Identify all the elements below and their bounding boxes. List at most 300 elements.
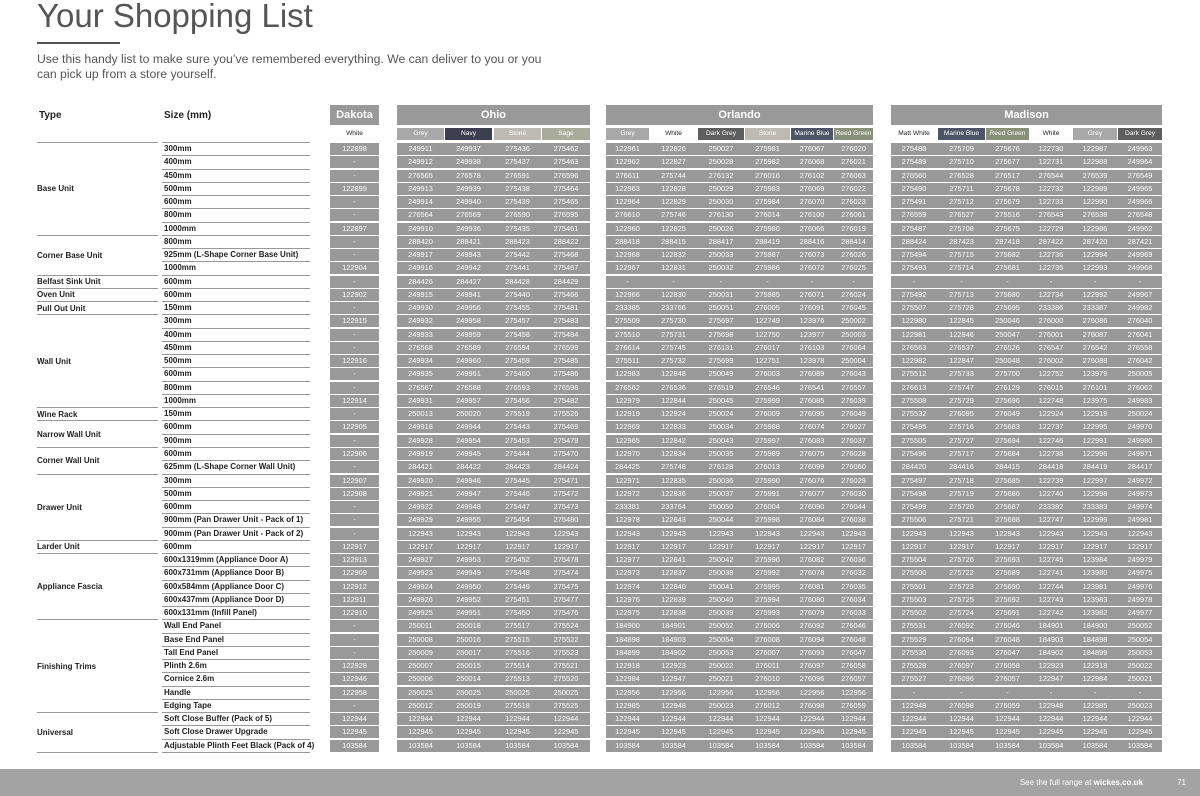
product-code: 249915 — [408, 289, 433, 299]
product-code: 184903 — [1038, 634, 1064, 644]
product-code: 122945 — [949, 727, 974, 737]
product-code: 276011 — [755, 661, 780, 671]
product-code: 275513 — [505, 674, 530, 684]
product-code: - — [1138, 276, 1142, 286]
size-label: 300mm — [164, 475, 192, 485]
product-code: 233382 — [1038, 502, 1064, 512]
size-divider — [162, 195, 310, 196]
product-code: 275728 — [949, 303, 974, 313]
size-label: Base End Panel — [164, 634, 225, 644]
product-code: - — [1049, 276, 1053, 286]
product-code: 276092 — [799, 621, 825, 631]
product-code: 122846 — [949, 329, 974, 339]
size-label: 900mm (Pan Drawer Unit - Pack of 1) — [164, 515, 304, 525]
product-code: 275748 — [661, 462, 686, 472]
product-code: 233381 — [615, 502, 640, 512]
product-code: 122841 — [661, 555, 686, 565]
product-code: 249936 — [456, 223, 481, 233]
product-code: 275489 — [901, 157, 927, 167]
product-code: 122980 — [901, 316, 927, 326]
product-code: 276092 — [949, 621, 974, 631]
product-code: 275474 — [553, 568, 579, 578]
product-code: 249932 — [408, 316, 433, 326]
product-code: 288414 — [841, 236, 866, 246]
product-code: 122984 — [1082, 674, 1108, 684]
product-code: 276062 — [1127, 382, 1153, 392]
product-code: - — [353, 157, 356, 167]
product-code: 275525 — [553, 700, 579, 710]
product-code: 184902 — [1038, 647, 1064, 657]
product-code: 249927 — [408, 555, 433, 565]
product-code: 122832 — [661, 250, 686, 260]
product-code: 276013 — [755, 462, 780, 472]
size-divider — [162, 288, 310, 289]
product-code: 288418 — [615, 236, 640, 246]
product-code: 122744 — [1038, 581, 1064, 591]
product-code: 249965 — [1127, 183, 1153, 193]
product-code: 275986 — [755, 263, 780, 273]
product-code: - — [810, 276, 814, 286]
size-label: 1000mm — [164, 223, 197, 233]
product-code: 276017 — [755, 342, 780, 352]
size-label: Tall End Panel — [164, 647, 219, 657]
footer-link[interactable]: wickes.co.uk — [1093, 778, 1143, 787]
product-code: 122945 — [841, 727, 866, 737]
product-code: 122948 — [901, 700, 927, 710]
product-code: 122994 — [1082, 250, 1108, 260]
product-code: 122945 — [901, 727, 927, 737]
size-divider — [162, 580, 310, 581]
product-code: 122969 — [615, 422, 640, 432]
product-code: - — [1093, 276, 1097, 286]
product-code: 276090 — [799, 502, 825, 512]
product-code: 275439 — [505, 197, 530, 207]
product-code: 250009 — [408, 647, 433, 657]
product-code: 122742 — [1038, 608, 1064, 618]
product-code: 122944 — [1127, 714, 1153, 724]
size-divider — [162, 182, 310, 183]
product-code: 276049 — [841, 409, 866, 419]
product-code: 249928 — [408, 435, 433, 445]
product-code: 275490 — [901, 183, 927, 193]
product-code: 276048 — [995, 634, 1020, 644]
product-code: 275499 — [901, 502, 927, 512]
product-code: 250007 — [408, 661, 433, 671]
product-code: 275685 — [995, 475, 1020, 485]
product-code: 249934 — [408, 356, 433, 366]
product-code: 122729 — [1038, 223, 1064, 233]
type-header: Type — [39, 110, 62, 121]
product-code: 122963 — [615, 183, 640, 193]
size-divider — [162, 169, 310, 170]
size-label: 600x131mm (Infill Panel) — [164, 608, 257, 618]
product-code: 122730 — [1038, 144, 1064, 153]
product-code: 249924 — [408, 581, 433, 591]
product-code: 122917 — [553, 541, 579, 551]
product-code: 275712 — [949, 197, 974, 207]
size-divider — [162, 699, 310, 700]
product-code: 249949 — [456, 568, 481, 578]
product-code: 184903 — [661, 634, 686, 644]
product-code: 275683 — [995, 422, 1020, 432]
product-code: 287423 — [949, 236, 974, 246]
product-code: 184899 — [615, 647, 640, 657]
product-code: 276008 — [755, 634, 780, 644]
product-code: 122916 — [342, 356, 367, 366]
product-code: 250033 — [708, 250, 734, 260]
product-code: 284415 — [995, 462, 1020, 472]
product-code: 122917 — [342, 541, 367, 551]
product-code: 284420 — [901, 462, 927, 472]
product-code: 276016 — [755, 170, 780, 180]
product-code: 249930 — [408, 303, 433, 313]
product-code: 276562 — [615, 382, 640, 392]
product-code: 275984 — [755, 197, 780, 207]
product-code: 122991 — [1082, 435, 1108, 445]
product-code: 123984 — [1082, 555, 1108, 565]
type-divider — [37, 314, 158, 315]
product-code: 275720 — [949, 502, 974, 512]
product-code: 275460 — [505, 369, 530, 379]
product-code: 250027 — [708, 144, 734, 153]
product-code: - — [1006, 687, 1009, 697]
product-code: - — [353, 303, 356, 313]
product-code: 275676 — [995, 144, 1020, 153]
product-code: 275477 — [553, 594, 579, 604]
product-code: 276060 — [841, 462, 866, 472]
product-code: 249969 — [1127, 250, 1153, 260]
product-code: 275494 — [901, 250, 927, 260]
size-label: 500mm — [164, 488, 192, 498]
product-code: 275691 — [995, 608, 1020, 618]
product-code: 122833 — [661, 422, 686, 432]
product-code: 276057 — [841, 674, 866, 684]
product-code: 122944 — [755, 714, 780, 724]
size-divider — [162, 328, 310, 329]
product-code: 122946 — [342, 674, 367, 684]
product-code: - — [353, 409, 356, 419]
product-code: 276044 — [841, 502, 866, 512]
product-code: 276021 — [841, 157, 866, 167]
product-code: 276032 — [841, 568, 866, 578]
product-code: 122917 — [901, 541, 927, 551]
product-code: 276023 — [841, 197, 866, 207]
product-code: 284428 — [505, 276, 530, 286]
product-code: 275985 — [755, 289, 780, 299]
product-code: 288422 — [553, 236, 579, 246]
product-code: 275688 — [995, 515, 1020, 525]
product-code: 122834 — [661, 448, 686, 458]
product-code: 184901 — [661, 621, 686, 631]
product-code: 275699 — [708, 356, 734, 366]
size-divider — [162, 500, 310, 501]
product-code: - — [353, 435, 356, 445]
product-code: 122917 — [949, 541, 974, 551]
product-code: 275445 — [505, 475, 530, 485]
product-code: 250034 — [708, 422, 734, 432]
product-code: 249976 — [1127, 581, 1153, 591]
product-code: 275509 — [615, 316, 640, 326]
product-code: 122944 — [1038, 714, 1064, 724]
product-code: 184902 — [661, 647, 686, 657]
product-code: 122917 — [1127, 541, 1153, 551]
color-header: Marine Blue — [791, 128, 833, 140]
product-code: 250024 — [1127, 409, 1153, 419]
product-code: - — [353, 276, 356, 286]
product-code: 276519 — [708, 382, 734, 392]
product-code: 122979 — [615, 395, 640, 405]
product-code: 276565 — [408, 170, 433, 180]
product-code: 276041 — [1127, 329, 1153, 339]
product-code: 275679 — [995, 197, 1020, 207]
product-code: 275708 — [949, 223, 974, 233]
type-divider — [37, 752, 158, 753]
product-code: 122917 — [615, 541, 640, 551]
product-code: 122836 — [661, 488, 686, 498]
product-code: 275522 — [553, 634, 579, 644]
type-divider — [37, 142, 158, 143]
product-code: 276094 — [949, 634, 974, 644]
product-code: 276099 — [799, 462, 825, 472]
product-code: - — [353, 236, 356, 246]
product-code: 275469 — [553, 422, 579, 432]
product-code: - — [353, 382, 356, 392]
product-code: 122977 — [615, 555, 640, 565]
product-code: 122735 — [1038, 263, 1064, 273]
product-code: 122947 — [1038, 674, 1064, 684]
size-divider — [162, 619, 310, 620]
product-code: 275690 — [995, 581, 1020, 591]
product-code: 276096 — [799, 674, 825, 684]
product-code: 122945 — [708, 727, 734, 737]
product-code: 122897 — [342, 223, 367, 233]
product-code: 276080 — [799, 594, 825, 604]
size-divider — [162, 208, 310, 209]
product-code: 276100 — [799, 210, 825, 220]
product-code: 275519 — [505, 409, 530, 419]
product-code: 122944 — [615, 714, 640, 724]
product-code: 250024 — [708, 409, 734, 419]
size-label: 300mm — [164, 316, 192, 326]
product-code: 276079 — [799, 608, 825, 618]
product-code: 275725 — [949, 594, 974, 604]
product-code: 275746 — [661, 210, 686, 220]
product-code: 275689 — [995, 568, 1020, 578]
product-code: 122943 — [456, 528, 481, 538]
product-code: 249914 — [408, 197, 433, 207]
product-code: 275694 — [995, 435, 1020, 445]
product-code: 122945 — [1038, 727, 1064, 737]
product-code: 123981 — [1082, 581, 1108, 591]
product-code: 275449 — [505, 581, 530, 591]
product-code: 276059 — [841, 700, 866, 710]
product-code: 276098 — [799, 700, 825, 710]
product-code: 275693 — [995, 555, 1020, 565]
product-code: 276091 — [799, 303, 825, 313]
product-code: 250014 — [456, 674, 481, 684]
product-code: 122917 — [995, 541, 1020, 551]
footer-label: See the full range at — [1019, 778, 1094, 787]
product-code: 275526 — [553, 409, 579, 419]
product-code: 103584 — [408, 740, 433, 750]
size-label: 600mm — [164, 369, 192, 379]
product-code: 276073 — [799, 250, 825, 260]
product-code: 276094 — [799, 634, 825, 644]
product-code: 275719 — [949, 488, 974, 498]
product-code: 122733 — [1038, 197, 1064, 207]
product-code: 276022 — [841, 183, 866, 193]
product-code: 276086 — [1082, 316, 1108, 326]
product-code: - — [353, 621, 356, 631]
product-code: 249982 — [1127, 303, 1153, 313]
type-label: Belfast Sink Unit — [37, 277, 101, 287]
product-code: 122943 — [995, 528, 1020, 538]
product-code: 275476 — [553, 608, 579, 618]
type-label: Drawer Unit — [37, 502, 82, 512]
product-code: 122943 — [505, 528, 530, 538]
product-code: 275466 — [553, 289, 579, 299]
product-code: 250021 — [1127, 674, 1153, 684]
product-code: 284429 — [553, 276, 579, 286]
product-code: 276059 — [995, 700, 1020, 710]
type-label: Wine Rack — [37, 409, 78, 419]
product-code: 276560 — [901, 170, 927, 180]
size-divider — [162, 341, 310, 342]
group-header-madison: Madison — [891, 105, 1162, 125]
product-code: 123979 — [1082, 369, 1108, 379]
product-code: 275713 — [949, 289, 974, 299]
product-code: 275516 — [995, 210, 1020, 220]
product-code: 275479 — [553, 435, 579, 445]
product-code: 122917 — [456, 541, 481, 551]
product-code: 122827 — [661, 157, 686, 167]
product-code: 249916 — [408, 263, 433, 273]
product-code: 122997 — [1082, 475, 1108, 485]
product-code: 288415 — [661, 236, 686, 246]
product-code: 275983 — [755, 183, 780, 193]
product-code: 275473 — [553, 502, 579, 512]
product-code: 122966 — [615, 289, 640, 299]
product-code: 275487 — [901, 223, 927, 233]
size-label: 150mm — [164, 409, 192, 419]
product-code: - — [353, 700, 356, 710]
product-code: 276072 — [799, 263, 825, 273]
product-code: 250023 — [1127, 700, 1153, 710]
product-code: 276025 — [841, 263, 866, 273]
product-code: 276066 — [799, 223, 825, 233]
product-code: 122923 — [661, 661, 686, 671]
product-code: 275696 — [995, 395, 1020, 405]
product-code: 275733 — [949, 369, 974, 379]
product-code: 275992 — [755, 568, 780, 578]
product-code: 122945 — [553, 727, 579, 737]
product-code: 122944 — [841, 714, 866, 724]
product-code: 250013 — [408, 409, 433, 419]
product-code: 249960 — [456, 356, 481, 366]
product-code: 275453 — [505, 435, 530, 445]
type-divider — [37, 301, 158, 302]
product-code: 249977 — [1127, 608, 1153, 618]
product-code: 275458 — [505, 329, 530, 339]
product-code: 122945 — [342, 727, 367, 737]
product-code: 276132 — [708, 170, 734, 180]
product-code: 250048 — [995, 356, 1020, 366]
product-code: 288423 — [505, 236, 530, 246]
product-code: 122993 — [1082, 263, 1108, 273]
product-code: 275436 — [505, 144, 530, 153]
product-code: 249980 — [1127, 435, 1153, 445]
color-header: White — [330, 128, 379, 140]
size-label: 450mm — [164, 170, 192, 180]
product-code: 284422 — [456, 462, 481, 472]
size-divider — [162, 686, 310, 687]
product-code: 276002 — [1038, 356, 1064, 366]
product-code: 250040 — [708, 594, 734, 604]
product-code: 275677 — [995, 157, 1020, 167]
product-code: 275681 — [995, 263, 1020, 273]
product-code: 122988 — [1082, 157, 1108, 167]
product-code: - — [1093, 687, 1097, 697]
product-code: 275452 — [505, 555, 530, 565]
size-label: Plinth 2.6m — [164, 661, 207, 671]
product-code: 276568 — [408, 342, 433, 352]
product-code: - — [1049, 687, 1053, 697]
product-code: - — [626, 276, 629, 286]
type-divider — [37, 553, 158, 554]
product-code: 276019 — [841, 223, 866, 233]
size-label: Cornice 2.6m — [164, 674, 215, 684]
product-code: 275692 — [995, 594, 1020, 604]
product-code: 276004 — [755, 502, 780, 512]
product-code: 275995 — [755, 581, 780, 591]
product-code: 276590 — [505, 210, 530, 220]
size-divider — [162, 487, 310, 488]
product-code: 122945 — [408, 727, 433, 737]
product-code: 276097 — [949, 661, 974, 671]
product-code: 122943 — [901, 528, 927, 538]
product-code: 249920 — [408, 475, 433, 485]
size-label: Edging Tape — [164, 700, 212, 710]
product-code: 123978 — [799, 356, 825, 366]
product-code: 122734 — [1038, 289, 1064, 299]
product-code: - — [353, 634, 356, 644]
size-divider — [162, 566, 310, 567]
size-label: 900mm — [164, 435, 192, 445]
product-code: 122943 — [1127, 528, 1153, 538]
product-code: 276610 — [615, 210, 640, 220]
product-code: 249946 — [456, 475, 481, 485]
size-divider — [162, 394, 310, 395]
product-code: 275520 — [553, 674, 579, 684]
product-code: 275982 — [755, 157, 780, 167]
product-code: 122944 — [342, 714, 367, 724]
product-code: 276068 — [799, 157, 825, 167]
product-code: 122908 — [342, 488, 367, 498]
product-code: 122962 — [615, 157, 640, 167]
product-code: 276538 — [1082, 210, 1108, 220]
product-code: 249951 — [456, 608, 481, 618]
product-code: 276046 — [841, 621, 866, 631]
product-code: 250025 — [456, 687, 481, 697]
product-code: 249917 — [408, 250, 433, 260]
product-code: 276061 — [841, 210, 866, 220]
product-code: 287418 — [995, 236, 1020, 246]
size-label: Wall End Panel — [164, 621, 222, 631]
product-code: 276559 — [901, 210, 927, 220]
product-code: - — [353, 197, 356, 207]
product-code: 275994 — [755, 594, 780, 604]
size-divider — [162, 407, 310, 408]
